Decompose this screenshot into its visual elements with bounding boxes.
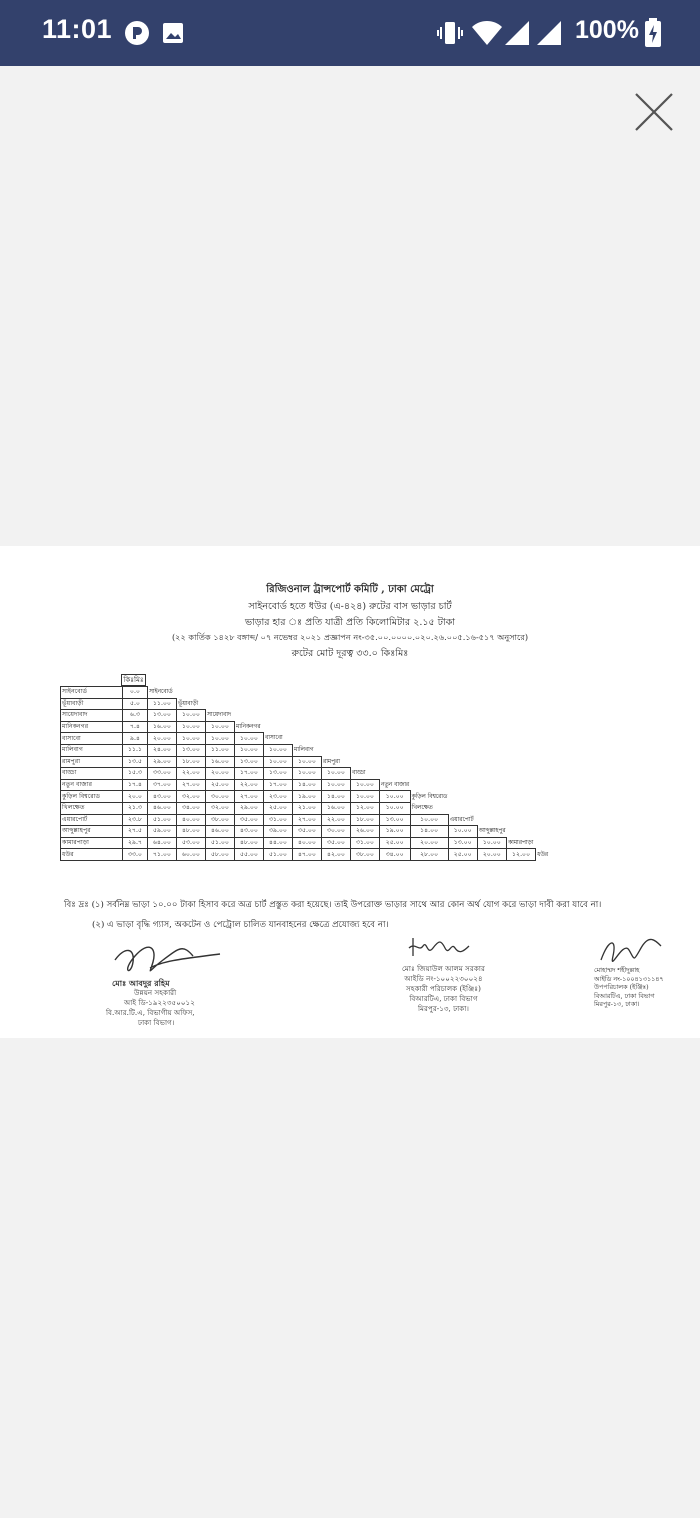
stop-km: ২৭.৫ [123,826,148,838]
empty-cell [380,710,411,722]
fare-cell: ৫৩.০০ [177,837,206,849]
empty-cell [536,733,565,745]
empty-cell [536,814,565,826]
stop-name: মানিকনগর [61,721,123,733]
empty-cell [536,710,565,722]
status-bar [0,0,700,66]
empty-cell [536,768,565,780]
fare-cell: ২৮.০০ [410,849,448,861]
battery-charging-icon [644,18,662,48]
fare-cell: ১০.০০ [206,721,235,733]
stop-km: ৬.৩ [123,710,148,722]
empty-cell [351,744,380,756]
empty-cell [448,698,477,710]
document-image [0,546,700,1038]
empty-cell [410,721,448,733]
fare-cell: ৫৯.০০ [148,826,177,838]
empty-cell [507,779,536,791]
empty-cell [380,721,411,733]
empty-cell [322,687,351,699]
empty-cell [410,687,448,699]
fare-cell: ২৭.০০ [293,814,322,826]
fare-cell: ১৪.০০ [410,826,448,838]
empty-cell [351,710,380,722]
fare-cell: ১৯.০০ [293,791,322,803]
empty-cell [448,687,477,699]
empty-cell [235,710,264,722]
stop-name: রামপুরা [61,756,123,768]
fare-cell: ১০.০০ [410,814,448,826]
fare-cell: ১০.০০ [177,721,206,733]
stop-name: খিলক্ষেত [61,802,123,814]
fare-cell: ৪২.০০ [322,849,351,861]
empty-cell [322,710,351,722]
wifi-icon [471,20,503,46]
fare-cell: ২০.০০ [477,849,506,861]
empty-cell [380,744,411,756]
signal-icon [504,20,530,46]
empty-cell [410,768,448,780]
fare-cell: ১১.০০ [206,744,235,756]
fare-cell: ২৫.০০ [206,779,235,791]
table-row [61,779,565,791]
app-notification-icon [124,20,150,46]
fare-cell: ২৯.০০ [235,802,264,814]
diagonal-stop-label: মালিবাগ [294,747,314,754]
fare-cell: ৩১.০০ [351,837,380,849]
empty-cell [536,826,565,838]
empty-cell [507,802,536,814]
table-row [61,814,565,826]
empty-cell [293,687,322,699]
stop-km: ৯.৪ [123,733,148,745]
close-icon[interactable] [626,84,682,140]
empty-cell [477,710,506,722]
fare-cell: ১৩.০০ [148,710,177,722]
empty-cell [264,687,293,699]
empty-cell [536,791,565,803]
fare-cell: ১৭.০০ [235,768,264,780]
fare-cell: ৪৬.০০ [148,802,177,814]
table-row [61,849,565,861]
document-subtitle: সাইনবোর্ড হতে ধউর (এ-৪২৪) রুটের বাস ভাড়ার চার্ট [248,601,452,612]
empty-cell [351,733,380,745]
table-row [61,802,565,814]
stop-name: কামারপাড়া [61,837,123,849]
stop-name: এয়ারপোর্ট [61,814,123,826]
empty-cell [477,756,506,768]
fare-cell: ১১.০০ [148,698,177,710]
fare-cell: ১০.০০ [235,744,264,756]
fare-cell: ৩৮.০০ [206,814,235,826]
fare-cell: ১০.০০ [448,826,477,838]
fare-cell: ২৭.০০ [235,791,264,803]
document-rate: ভাড়ার হার ঃ প্রতি যাত্রী প্রতি কিলোমিটার ২.১৫ টাকা [244,617,456,628]
empty-cell [507,710,536,722]
stop-name: বাড্ডা [61,768,123,780]
empty-cell [477,791,506,803]
empty-cell [235,698,264,710]
fare-cell: ৩০.০০ [206,791,235,803]
empty-cell [477,768,506,780]
diagonal-stop-label: বাসাবো [265,735,283,742]
stop-km: ২৯.৭ [123,837,148,849]
empty-cell [507,791,536,803]
empty-cell [477,779,506,791]
empty-cell [448,802,477,814]
fare-cell: ১৯.০০ [380,826,411,838]
empty-cell [293,710,322,722]
fare-cell: ২২.০০ [177,768,206,780]
vibrate-icon [436,19,464,47]
fare-cell: ১০.০০ [264,756,293,768]
empty-cell [536,837,565,849]
empty-cell [380,756,411,768]
empty-cell [410,733,448,745]
empty-cell [264,721,293,733]
fare-cell: ২১.০০ [293,802,322,814]
fare-cell: ৩৪.০০ [177,802,206,814]
fare-cell: ১০.০০ [322,779,351,791]
fare-cell: ১০.০০ [351,779,380,791]
signature-right [595,934,675,968]
empty-cell [507,814,536,826]
empty-cell [536,721,565,733]
empty-cell [507,733,536,745]
empty-cell [536,756,565,768]
fare-cell: ৪৪.০০ [264,837,293,849]
document-distance: রুটের মোট দূরত্ব ৩৩.০ কিঃমিঃ [291,648,409,659]
empty-cell [206,687,235,699]
fare-cell: ৫৮.০০ [206,849,235,861]
fare-cell: ২৪.০০ [148,744,177,756]
stop-km: ১৫.৩ [123,768,148,780]
document-reference: (২২ কার্তিক ১৪২৮ বঙ্গাব্দ/ ০৭ নভেম্বর ২০২১ প্রজ্ঞাপন নং-৩৫.০০.০০০০.০২০.২৬.০০৫.১৬-৫১৭ অনুসারে) [171,632,529,642]
km-header: কিঃমিঃ [121,674,146,686]
diagonal-stop-label: সাইনবোর্ড [149,689,173,696]
empty-cell [507,768,536,780]
fare-cell: ১৩.০০ [448,837,477,849]
diagonal-stop-label: কামারপাড়া [508,839,534,846]
empty-cell [322,744,351,756]
empty-cell [507,698,536,710]
empty-cell [351,687,380,699]
fare-cell: ১০.০০ [351,791,380,803]
diagonal-stop-label: বাড্ডা [352,770,366,777]
fare-cell: ১০.০০ [380,791,411,803]
fare-cell: ৪০.০০ [293,837,322,849]
fare-cell: ১৭.০০ [264,779,293,791]
stop-km: ২৩.৮ [123,814,148,826]
empty-cell [410,756,448,768]
fare-cell: ২৫.০০ [448,849,477,861]
table-row [61,710,565,722]
empty-cell [206,698,235,710]
empty-cell [507,744,536,756]
signature-middle [405,934,495,964]
stop-name: বাসাবো [61,733,123,745]
fare-cell: ২৭.০০ [177,779,206,791]
fare-cell: ১০.০০ [235,733,264,745]
fare-cell: ৩২.০০ [206,802,235,814]
empty-cell [177,687,206,699]
fare-cell: ১৮.০০ [351,814,380,826]
fare-cell: ১২.০০ [507,849,536,861]
diagonal-stop-label: নতুন বাজার [381,781,410,788]
fare-cell: ১৪.০০ [293,779,322,791]
empty-cell [293,721,322,733]
empty-cell [477,698,506,710]
fare-cell: ১০.০০ [322,768,351,780]
empty-cell [351,698,380,710]
fare-cell: ২০.০০ [148,733,177,745]
fare-cell: ২৯.০০ [148,756,177,768]
stop-name: নতুন বাজার [61,779,123,791]
empty-cell [507,756,536,768]
stop-name: মালিবাগ [61,744,123,756]
empty-cell [477,814,506,826]
stop-name: সায়েদাবাদ [61,710,123,722]
fare-cell: ৪৭.০০ [293,849,322,861]
empty-cell [448,721,477,733]
empty-cell [448,756,477,768]
empty-cell [477,721,506,733]
fare-cell: ৩২.০০ [177,791,206,803]
stop-name: আব্দুল্লাহপুর [61,826,123,838]
empty-cell [536,698,565,710]
fare-cell: ৩১.০০ [264,814,293,826]
fare-cell: ৪৮.০০ [235,837,264,849]
document-title: রিজিওনাল ট্রান্সপোর্ট কমিটি , ঢাকা মেট্রো [266,584,434,595]
fare-cell: ৪৮.০০ [177,826,206,838]
fare-cell: ৫১.০০ [206,837,235,849]
fare-cell: ৭১.০০ [148,849,177,861]
fare-cell: ৫১.০০ [148,814,177,826]
empty-cell [448,768,477,780]
empty-cell [380,687,411,699]
empty-cell [322,698,351,710]
diagonal-stop-label: রামপুরা [323,758,340,765]
fare-cell: ১৬.০০ [322,802,351,814]
table-row [61,721,565,733]
diagonal-stop-label: এয়ারপোর্ট [449,816,474,823]
diagonal-stop-label: খিলক্ষেত [411,804,433,811]
stop-name: কুড়িল বিশ্বরোড [61,791,123,803]
table-row [61,698,565,710]
empty-cell [410,710,448,722]
fare-cell: ৩৫.০০ [293,826,322,838]
table-row [61,756,565,768]
empty-cell [477,733,506,745]
empty-cell [477,744,506,756]
table-row [61,791,565,803]
empty-cell [410,744,448,756]
fare-cell: ৪৩.০০ [235,826,264,838]
empty-cell [322,721,351,733]
empty-cell [351,721,380,733]
diagonal-stop-label: কুড়িল বিশ্বরোড [411,793,448,800]
signal-icon [536,20,562,46]
table-row [61,687,565,699]
fare-cell: ৪০.০০ [177,814,206,826]
fare-cell: ৩৪.০০ [380,849,411,861]
stop-km: ২০.০ [123,791,148,803]
empty-cell [380,698,411,710]
fare-cell: ৫১.০০ [264,849,293,861]
empty-cell [507,826,536,838]
empty-cell [448,733,477,745]
table-row [61,826,565,838]
fare-cell: ১৩.০০ [264,768,293,780]
fare-cell: ৩০.০০ [322,826,351,838]
signatory-left: মোঃ আবদুর রহিম উন্নয়ন সহকারী আই ডি-১৯২২৩৫০০১২ বি.আর.টি.এ, বিভাগীয় অফিস, ঢাকা বিভাগ। [106,978,195,1027]
empty-cell [380,768,411,780]
fare-cell: ১০.০০ [293,756,322,768]
fare-cell: ১০.০০ [177,710,206,722]
fare-cell: ২০.০০ [410,837,448,849]
fare-cell: ২৫.০০ [380,837,411,849]
empty-cell [410,698,448,710]
empty-cell [322,733,351,745]
empty-cell [536,802,565,814]
fare-cell: ৩৯.০০ [264,826,293,838]
fare-cell: ৩৫.০০ [322,837,351,849]
fare-cell: ২২.০০ [322,814,351,826]
fare-cell: ১০.০০ [477,837,506,849]
fare-cell: ৫৫.০০ [235,849,264,861]
fare-cell: ১৩.০০ [177,744,206,756]
empty-cell [477,802,506,814]
fare-cell: ১৮.০০ [177,756,206,768]
empty-cell [351,756,380,768]
image-notification-icon [162,22,184,44]
table-row [61,837,565,849]
empty-cell [477,687,506,699]
diagonal-stop-label: মানিকনগর [236,723,261,730]
empty-cell [293,698,322,710]
empty-cell [380,733,411,745]
fare-cell: ৬০.০০ [177,849,206,861]
stop-km: ২১.৩ [123,802,148,814]
empty-cell [293,733,322,745]
stop-km: ৩৩.০ [123,849,148,861]
empty-cell [507,721,536,733]
fare-cell: ১৪.০০ [322,791,351,803]
diagonal-stop-label: সায়েদাবাদ [207,712,231,719]
fare-cell: ৩৩.০০ [148,768,177,780]
fare-cell: ১৬.০০ [148,721,177,733]
empty-cell [536,779,565,791]
diagonal-stop-label: আব্দুল্লাহপুর [478,828,506,835]
stop-km: ৭.৪ [123,721,148,733]
fare-cell: ১০.০০ [380,802,411,814]
stop-km: ১১.১ [123,744,148,756]
fare-cell: ৩৮.০০ [351,849,380,861]
fare-cell: ২২.০০ [235,779,264,791]
fare-cell: ৪৬.০০ [206,826,235,838]
stop-name: সাইনবোর্ড [61,687,123,699]
table-row [61,744,565,756]
fare-cell: ১০.০০ [264,744,293,756]
fare-cell: ১০.০০ [177,733,206,745]
fare-cell: ১৬.০০ [206,756,235,768]
empty-cell [448,744,477,756]
status-time: 11:01 [42,14,113,44]
table-row [61,733,565,745]
diagonal-stop-label: ভূঁয়াবাড়ী [178,700,199,707]
stop-km: ১৩.৫ [123,756,148,768]
stop-km: ০.০ [123,687,148,699]
empty-cell [410,779,448,791]
signature-left [110,938,230,978]
fare-cell: ২০.০০ [206,768,235,780]
stop-km: ১৭.৪ [123,779,148,791]
signatory-right: মোহাম্মদ শহীদুল্লাহ আইডি নং-১০০৪১৩১১৪৭ উপপরিচালক (ইঞ্জিঃ) বিআরটিএ, ঢাকা বিভাগ মিরপুর-১৩, ঢাকা। [594,966,664,1008]
note-2: (২) এ ভাড়া বৃদ্ধি গ্যাস, অকটেন ও পেট্রোল চালিত যানবাহনের ক্ষেত্রে প্রযোজ্য হবে না। [92,920,389,930]
empty-cell [235,687,264,699]
fare-cell: ৬৪.০০ [148,837,177,849]
signatory-middle: মোঃ জিয়াউল আলম সরকার আইডি নং-১০০২২৩০০২৪ সহকারী পরিচালক (ইঞ্জিঃ) বিআরটিএ, ঢাকা বিভাগ মিরপুর-১৩, ঢাকা। [402,964,485,1013]
fare-cell: ১০.০০ [293,768,322,780]
fare-cell: ১৩.০০ [380,814,411,826]
fare-cell: ৪৩.০০ [148,791,177,803]
fare-cell: ২৬.০০ [351,826,380,838]
fare-cell: ৩৭.০০ [148,779,177,791]
stop-name: ধউর [61,849,123,861]
table-row [61,768,565,780]
diagonal-stop-label: ধউর [537,851,549,858]
fare-cell: ৩৫.০০ [235,814,264,826]
battery-percent: 100% [575,16,639,44]
fare-cell: ১৩.০০ [235,756,264,768]
stop-km: ৫.০ [123,698,148,710]
fare-cell: ২৫.০০ [264,802,293,814]
fare-cell: ২৩.০০ [264,791,293,803]
stop-name: ভূঁয়াবাড়ী [61,698,123,710]
empty-cell [507,687,536,699]
empty-cell [264,710,293,722]
fare-table [60,686,565,861]
fare-cell: ১০.০০ [206,733,235,745]
empty-cell [448,779,477,791]
empty-cell [536,744,565,756]
empty-cell [536,687,565,699]
empty-cell [448,791,477,803]
empty-cell [448,710,477,722]
empty-cell [264,698,293,710]
note-1: বিঃ দ্রঃ (১) সর্বনিম্ন ভাড়া ১০.০০ টাকা হিসাব করে অত্র চার্ট প্রস্তুত করা হয়েছে। তাই উপরোক্ত ভাড়ার সাথে আর কোন অর্থ যোগ করে ভাড়া দাবী করা যাবে না। [64,900,602,910]
fare-cell: ১২.০০ [351,802,380,814]
